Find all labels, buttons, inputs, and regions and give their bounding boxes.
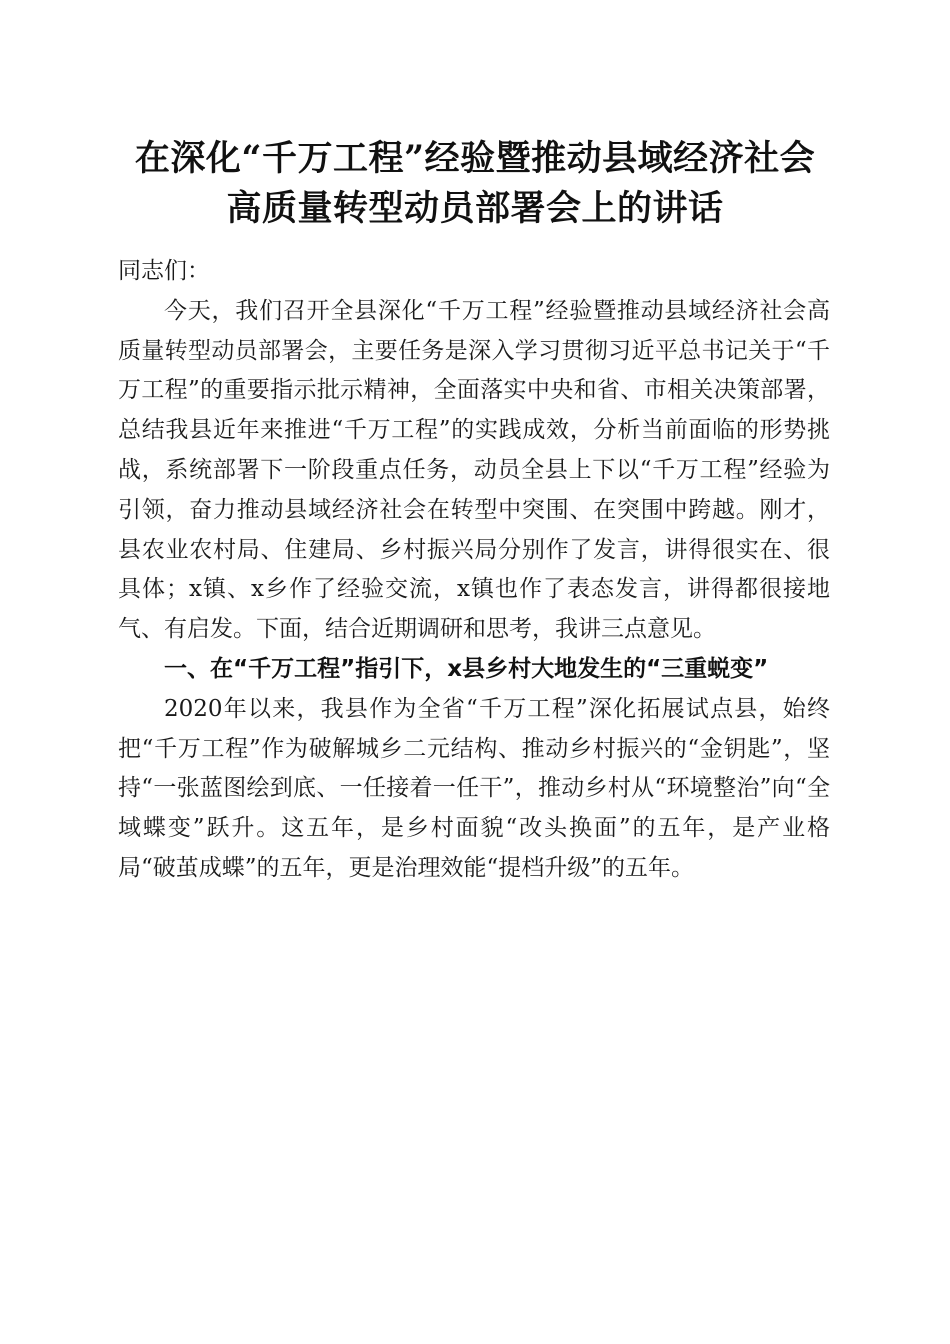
opening-paragraph: 今天，我们召开全县深化“千万工程”经验暨推动县域经济社会高质量转型动员部署会，主要任务是深入学习贯彻习近平总书记关于“千万工程”的重要指示批示精神，全面落实中央和省、市相关决策部署，总结我县近年来推进“千万工程”的实践成效，分析当前面临的形势挑战，系统部署下一阶段重点任务，动员全县上下以“千万工程”经验为引领，奋力推动县域经济社会在转型中突围、在突围中跨越。刚才，县农业农村局、住建局、乡村振兴局分别作了发言，讲得很实在、很具体；x镇、x乡作了经验交流，x镇也作了表态发言，讲得都很接地气、有启发。下面，结合近期调研和思考，我讲三点意见。 <box>118 297 830 643</box>
title-line-1: 在深化“千万工程”经验暨推动县域经济社会 <box>134 138 816 179</box>
salutation: 同志们： <box>118 258 210 284</box>
section-1-paragraph: 2020年以来，我县作为全省“千万工程”深化拓展试点县，始终把“千万工程”作为破解城乡二元结构、推动乡村振兴的“金钥匙”，坚持“一张蓝图绘到底、一任接着一任干”，推动乡村从“环境整治”向“全域蝶变”跃升。这五年，是乡村面貌“改头换面”的五年，是产业格局“破茧成蝶”的五年，更是治理效能“提档升级”的五年。 <box>118 695 830 881</box>
section-heading-1: 一、在“千万工程”指引下，x县乡村大地发生的“三重蜕变” <box>164 655 769 682</box>
title-line-2: 高质量转型动员部署会上的讲话 <box>226 188 724 229</box>
document-body <box>118 252 830 889</box>
document-title <box>110 134 840 234</box>
